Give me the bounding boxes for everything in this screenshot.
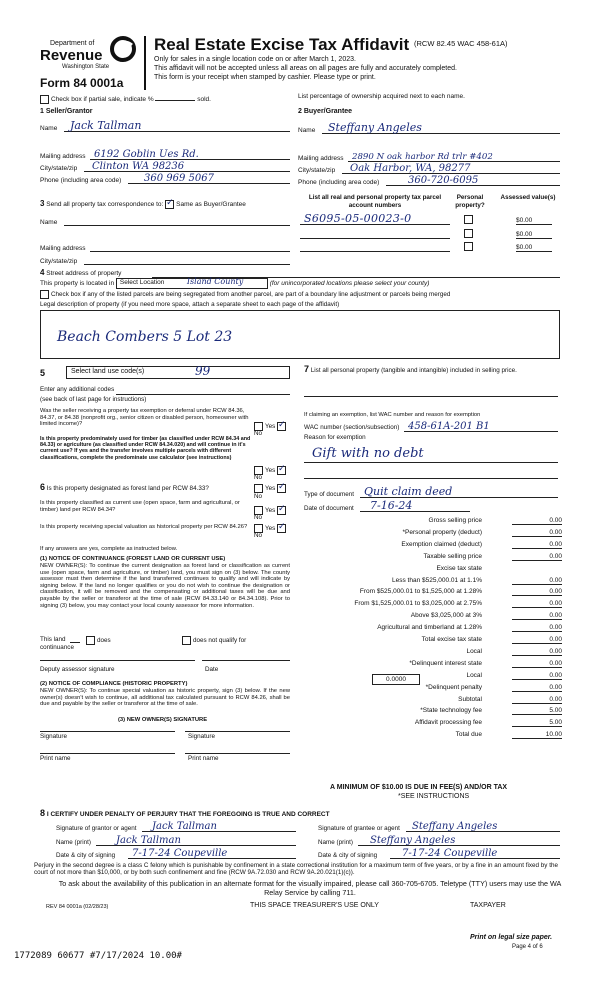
q2-answers (254, 466, 290, 482)
section3-mail-label: Mailing address (40, 245, 86, 252)
seller-mail-row (40, 148, 290, 160)
personal-property-checkbox[interactable] (464, 242, 473, 251)
fee-label: *Delinquent interest state (409, 659, 482, 667)
fee-value: 0.00 (512, 541, 562, 549)
fee-label: Taxable selling price (423, 552, 482, 560)
fee-value: 0.00 (512, 624, 562, 632)
forest-no-checkbox[interactable] (277, 484, 286, 493)
doc-type: Quit claim deed (364, 485, 453, 498)
unincorporated-note: (for unincorporated locations please select your county) (269, 280, 430, 288)
section3-name-row (40, 214, 290, 226)
historic-no-checkbox[interactable] (277, 524, 286, 533)
seller-phone-row (40, 172, 290, 184)
fee-value: 0.00 (512, 672, 562, 680)
parcel-number: S6095-05-00023-0 (304, 212, 412, 225)
assessed-value: $0.00 (516, 231, 552, 239)
section3-city-label: City/state/zip (40, 258, 78, 265)
deputy-sig-label: Deputy assessor signature (40, 666, 115, 673)
fee-value: 0.00 (512, 529, 562, 537)
partial-sale-checkbox[interactable] (40, 95, 49, 104)
header-sub3-text: This form is your receipt when stamped by cashier. Please type or print. (154, 74, 376, 81)
form-title: Real Estate Excise Tax Affidavit (154, 35, 410, 54)
buyer-name-row (298, 122, 560, 134)
fee-row (300, 577, 562, 588)
fee-value: 0.00 (512, 577, 562, 585)
q2-no: No (254, 474, 263, 481)
fee-row (300, 588, 562, 599)
doc-date: 7-16-24 (370, 499, 413, 512)
land-use-select-label: Select land use code(s) (71, 368, 145, 375)
segregated-label: Check box if any of the listed parcels are being segregated from another parcel, are part of a boundary line adjustment or parcels being merged (51, 291, 451, 299)
fee-label: Total due (455, 731, 482, 739)
see-instructions: *SEE INSTRUCTIONS (398, 793, 470, 800)
this-land-label: This land (40, 636, 66, 643)
fee-value: 0.00 (512, 553, 562, 561)
fee-value: 0.00 (512, 612, 562, 620)
historic-yes: Yes (265, 525, 276, 533)
segregated-checkbox[interactable] (40, 290, 49, 299)
fee-label: From $1,525,000.01 to $3,025,000 at 2.75% (354, 600, 482, 608)
does-not-option (182, 636, 246, 645)
fee-value: 0.00 (512, 636, 562, 644)
personal-property-lines (304, 390, 558, 404)
fee-value: 0.00 (512, 684, 562, 692)
personal-property-checkbox[interactable] (464, 229, 473, 238)
legal-paper-note: Print on legal size paper. (470, 934, 553, 941)
perjury-text: Perjury in the second degree is a class C felony which is punishable by confinement in a state correctional institution for a maximum term of five years, or by a fine in an amount fixed by the court of not more than $10,000, or by both such confinement and fine (RCW 9A.72.030 and RCW 9A.20.021(1)(c)). (34, 862, 558, 877)
does-label: does (97, 637, 111, 645)
fee-row (300, 612, 562, 623)
grantee-signature: Steffany Angeles (412, 821, 498, 832)
fee-label: Local (466, 647, 482, 655)
grantee-sig-row (318, 820, 560, 832)
fee-value: 0.00 (512, 588, 562, 596)
legal-description-box[interactable] (40, 310, 560, 359)
notice2-body: NEW OWNER(S): To continue special valuation as historic property, sign (3) below. If the new owner(s) doesn't wish to continue, all additional tax calculated pursuant to RCW 84.26, shall be due and payable by the seller or transferor at the time of sale. (40, 688, 290, 708)
grantor-name-row (56, 834, 296, 846)
forest-question-text: Is this property designated as forest land per RCW 84.33? (46, 485, 209, 492)
buyer-city-label: City/state/zip (298, 167, 336, 174)
q1-no: No (254, 430, 263, 437)
fee-row (300, 660, 562, 671)
buyer-city: Oak Harbor, WA, 98277 (350, 163, 471, 174)
grantor-date-label: Date & city of signing (56, 852, 116, 859)
timber-question (40, 436, 290, 481)
q1-no-checkbox[interactable] (277, 422, 286, 431)
continuance-label: continuance (40, 644, 74, 651)
segregated-row (40, 290, 450, 299)
owner-sig-label-2: Signature (188, 733, 215, 740)
doc-date-label: Date of document (304, 505, 354, 512)
grantee-name: Steffany Angeles (370, 835, 456, 846)
grantee-name-label: Name (print) (318, 839, 353, 846)
fee-row (300, 565, 562, 576)
fee-label: Less than $525,000.01 at 1.1% (392, 576, 482, 584)
seller-mail: 6192 Goblin Ues Rd. (94, 149, 199, 160)
additional-codes-note: (see back of last page for instructions) (40, 396, 147, 403)
availability-text: To ask about the availability of this publication in an alternate format for the visually impaired, please call 360-705-6705. Teletype (TTY) users may use the WA Relay Service by calling 711. (58, 879, 562, 897)
does-not-label: does not qualify for (193, 637, 247, 645)
fee-label: Subtotal (458, 695, 482, 703)
section3-label-text: Send all property tax correspondence to: (46, 201, 164, 208)
grantor-date: 7-17-24 Coupeville (132, 848, 228, 859)
fee-label: *Personal property (deduct) (402, 528, 482, 536)
seller-name-label: Name (40, 125, 58, 132)
notice1-body: NEW OWNER(S): To continue the current designation as forest land or classification as current use (open space, farm and agriculture, or timber) land, you must sign on (3) below. The county assessor must then determine if the land transferred continues to qualify and will indicate by signing below. If the land no longer qualifies or you do not wish to continue the designation or classification, it will be removed and the compensating or additional taxes will be due and payable by the seller or transferor at the time of sale (RCW 84.33.140 or 84.34.108). Prior to signing (3) below, you may contact your local county assessor for more information. (40, 563, 290, 609)
dept-line3: Washington State (62, 64, 110, 70)
partial-sale-suffix: sold. (197, 96, 211, 104)
buyer-phone: 360-720-6095 (408, 175, 479, 186)
notice1-title: (1) NOTICE OF CONTINUANCE (FOREST LAND OR CURRENT USE) (40, 556, 226, 562)
fee-row (300, 731, 562, 742)
doc-date-row (304, 500, 558, 512)
section4-location-row (40, 278, 429, 289)
fee-label: From $525,000.01 to $1,525,000 at 1.28% (359, 588, 482, 596)
grantee-name-row (318, 834, 560, 846)
buyer-name: Steffany Angeles (328, 121, 422, 134)
header-sub3 (154, 74, 376, 81)
fee-label: Excise tax state (436, 564, 482, 572)
section5-num: 5 (40, 368, 46, 378)
wac-number: 458-61A-201 B1 (408, 421, 490, 432)
deputy-sig-row (40, 660, 290, 676)
header-divider (144, 36, 146, 90)
treasurer-note: THIS SPACE TREASURER'S USE ONLY (250, 902, 379, 909)
parcel-row-3 (300, 240, 558, 252)
located-in-label: This property is located in (40, 280, 115, 288)
additional-codes-label: Enter any additional codes (40, 386, 115, 393)
fee-value: 10.00 (512, 731, 562, 739)
new-owner-sig-title: (3) NEW OWNER(S) SIGNATURE (118, 717, 208, 723)
section7-label: 7 List all personal property (tangible and intangible) included in selling price. (304, 364, 517, 374)
new-owner-sig-row (40, 731, 290, 771)
notice2-title: (2) NOTICE OF COMPLIANCE (HISTORIC PROPERTY) (40, 681, 188, 687)
page-number: Page 4 of 6 (512, 944, 543, 950)
owner-sig-label-1: Signature (40, 733, 67, 740)
legal-description: Beach Combers 5 Lot 23 (57, 329, 233, 345)
owner-print-label-2: Print name (188, 755, 219, 762)
fee-label: *Delinquent penalty (425, 683, 482, 691)
seller-phone: 360 969 5067 (144, 173, 214, 184)
fee-value: 0.00 (512, 600, 562, 608)
parcel-row-1 (300, 212, 558, 225)
seller-name-row (40, 120, 290, 132)
same-as-buyer-label: Same as Buyer/Grantee (176, 201, 246, 208)
seller-heading (40, 108, 93, 115)
fee-row (300, 672, 562, 683)
historic-no: No (254, 532, 263, 539)
doc-type-row (304, 486, 558, 498)
ownership-note: List percentage of ownership acquired next to each name. (298, 93, 465, 100)
certify-text: I CERTIFY UNDER PENALTY OF PERJURY THAT THE FOREGOING IS TRUE AND CORRECT (46, 811, 330, 818)
historic-answers (254, 524, 290, 540)
form-rcw: (RCW 82.45 WAC 458-61A) (414, 39, 508, 48)
grantee-date-row (318, 847, 560, 859)
assessed-col-header: Assessed value(s) (500, 194, 556, 201)
local-rate-box[interactable] (372, 674, 420, 685)
section8-certify: 8 I CERTIFY UNDER PENALTY OF PERJURY THAT THE FOREGOING IS TRUE AND CORRECT (40, 808, 330, 818)
buyer-heading-text: 2 Buyer/Grantee (298, 108, 353, 115)
timber-question-text: Is this property predominately used for timber (as classified under RCW 84.34 and 84.33) or agriculture (as classified under RCW 84.34.020) and will continue in it's current use? If yes and the transfer involves multiple parcels with different classifications, complete the predominate use calculator (see instructions) (40, 436, 251, 461)
fee-row (300, 624, 562, 635)
section4-label: 4 Street address of property (40, 268, 560, 279)
fee-row (300, 541, 562, 552)
location-handwritten: Island County (186, 277, 244, 286)
assessed-value: $0.00 (516, 244, 552, 252)
partial-sale-label: Check box if partial sale, indicate % (51, 96, 154, 104)
location-select-label: Select Location (119, 279, 165, 286)
parcel-row-2 (300, 227, 558, 239)
fee-label: Exemption claimed (deduct) (401, 540, 482, 548)
q2-yes: Yes (265, 467, 276, 475)
dept-line1: Department of (50, 40, 95, 47)
fee-row (300, 684, 562, 695)
personal-property-label: List all personal property (tangible and intangible) included in selling price. (310, 367, 517, 374)
grantee-date-label: Date & city of signing (318, 852, 378, 859)
current-use-question-text: Is this property classified as current use (open space, farm and agricultural, or timber) land per RCW 84.34? (40, 500, 240, 513)
personal-col-header: Personal property? (455, 194, 485, 209)
taxpayer-label: TAXPAYER (470, 902, 506, 909)
does-checkbox[interactable] (86, 636, 95, 645)
header-sub1: Only for sales in a single location code on or after March 1, 2023. (154, 56, 356, 63)
fee-value: 0.00 (512, 660, 562, 668)
fee-row (300, 707, 562, 718)
does-option (86, 636, 111, 645)
fee-row (300, 600, 562, 611)
logo-swirl-icon (110, 36, 136, 62)
grantor-sig-row (56, 820, 296, 832)
section3-city-row (40, 253, 290, 265)
seller-phone-label: Phone (including area code) (40, 177, 122, 184)
cashier-stamp: 1772089 60677 #7/17/2024 10.00# (14, 951, 182, 961)
section3-name-label: Name (40, 219, 58, 226)
exemption-question (40, 408, 290, 437)
fee-value: 5.00 (512, 707, 562, 715)
fee-value: 0.00 (512, 517, 562, 525)
forest-answers (254, 484, 290, 500)
exemption-reason: Gift with no debt (312, 446, 424, 461)
forest-yes: Yes (265, 485, 276, 493)
seller-city-row (40, 160, 290, 172)
fee-label: Local (466, 671, 482, 679)
section3-mail-row (40, 240, 290, 252)
fee-label: Gross selling price (428, 517, 482, 524)
fee-row (300, 553, 562, 564)
q1-yes: Yes (265, 423, 276, 431)
reason-label: Reason for exemption (304, 434, 366, 441)
street-address-label: Street address of property (46, 270, 122, 277)
local-rate: 0.0000 (386, 676, 406, 683)
section3-label: 3 Send all property tax correspondence to: ✓ Same as Buyer/Grantee (40, 199, 246, 209)
fee-label: Affidavit processing fee (414, 719, 482, 727)
form-number: Form 84 0001a (40, 76, 124, 90)
buyer-mail-label: Mailing address (298, 155, 344, 162)
wac-row (304, 420, 558, 432)
seller-city: Clinton WA 98236 (92, 161, 185, 172)
seller-mail-label: Mailing address (40, 153, 86, 160)
fee-row (300, 696, 562, 707)
header-sub2: This affidavit will not be accepted unless all areas on all pages are fully and accurately completed. (154, 65, 457, 72)
buyer-heading (298, 108, 352, 115)
land-use-code: 99 (195, 364, 211, 378)
historic-question (40, 524, 290, 539)
owner-print-label-1: Print name (40, 755, 71, 762)
exemption-label: If claiming an exemption, list WAC number and reason for exemption (304, 412, 481, 418)
seller-city-label: City/state/zip (40, 165, 78, 172)
reason-row (304, 444, 558, 480)
personal-property-checkbox[interactable] (464, 215, 473, 224)
fee-value: 5.00 (512, 719, 562, 727)
same-as-buyer-checkbox[interactable] (165, 200, 174, 209)
legal-desc-label: Legal description of property (if you need more space, attach a separate sheet to each page of the affidavit) (40, 301, 340, 308)
rev-number: REV 84 0001a (02/28/23) (46, 904, 109, 910)
location-select[interactable] (116, 278, 268, 289)
historic-question-text: Is this property receiving special valuation as historical property per RCW 84.26? (40, 524, 248, 530)
fee-value: 0.00 (512, 648, 562, 656)
fee-row (300, 648, 562, 659)
seller-name: Jack Tallman (70, 119, 142, 132)
fee-label: *State technology fee (420, 707, 482, 715)
grantor-sig-label: Signature of grantor or agent (56, 825, 137, 832)
buyer-phone-row (298, 174, 560, 186)
exemption-question-text: Was the seller receiving a property tax exemption or deferral under RCW 84.36, 84.37, or 84.38 (nonprofit org., senior citizen or disabled person, homeowner with limited income)? (40, 408, 249, 428)
deputy-date-label: Date (205, 666, 219, 673)
buyer-name-label: Name (298, 127, 316, 134)
current-use-no: No (254, 514, 263, 521)
seller-heading-text: 1 Seller/Grantor (40, 108, 93, 115)
assessed-value: $0.00 (516, 217, 552, 225)
fee-row (300, 636, 562, 647)
land-use-select[interactable] (66, 366, 290, 379)
fee-row (300, 517, 562, 528)
grantor-name-label: Name (print) (56, 839, 91, 846)
parcel-col-header: List all real and personal property tax parcel account numbers (308, 194, 442, 209)
doc-type-label: Type of document (304, 491, 355, 498)
current-use-no-checkbox[interactable] (277, 506, 286, 515)
buyer-mail: 2890 N oak harbor Rd trlr #402 (352, 152, 493, 162)
dept-line2: Revenue (40, 47, 103, 64)
grantor-date-row (56, 847, 296, 859)
continuance-row (40, 636, 290, 654)
grantor-signature: Jack Tallman (152, 821, 217, 832)
fee-row (300, 719, 562, 730)
current-use-question (40, 500, 290, 521)
fee-label: Above $3,025,000 at 3% (410, 612, 482, 620)
fee-row (300, 529, 562, 540)
grantee-date: 7-17-24 Coupeville (402, 848, 498, 859)
current-use-yes: Yes (265, 507, 276, 515)
fee-value: 0.00 (512, 696, 562, 704)
buyer-phone-label: Phone (including area code) (298, 179, 380, 186)
forest-question: 6 Is this property designated as forest land per RCW 84.33? Yes ✓No (40, 484, 290, 492)
fee-label: Agricultural and timberland at 1.28% (377, 624, 482, 632)
grantor-name: Jack Tallman (116, 835, 181, 846)
partial-sale (40, 95, 211, 104)
q2-no-checkbox[interactable] (277, 466, 286, 475)
buyer-city-row (298, 162, 560, 174)
wac-label: WAC number (section/subsection) (304, 424, 400, 431)
grantee-sig-label: Signature of grantee or agent (318, 825, 400, 832)
does-not-checkbox[interactable] (182, 636, 191, 645)
forest-no: No (254, 493, 263, 500)
fee-label: Total excise tax state (421, 636, 482, 643)
buyer-mail-row (298, 150, 560, 162)
answers-note: If any answers are yes, complete as instructed below. (40, 546, 178, 552)
current-use-answers (254, 506, 290, 522)
minimum-note: A MINIMUM OF $10.00 IS DUE IN FEE(S) AND/OR TAX (330, 784, 508, 791)
